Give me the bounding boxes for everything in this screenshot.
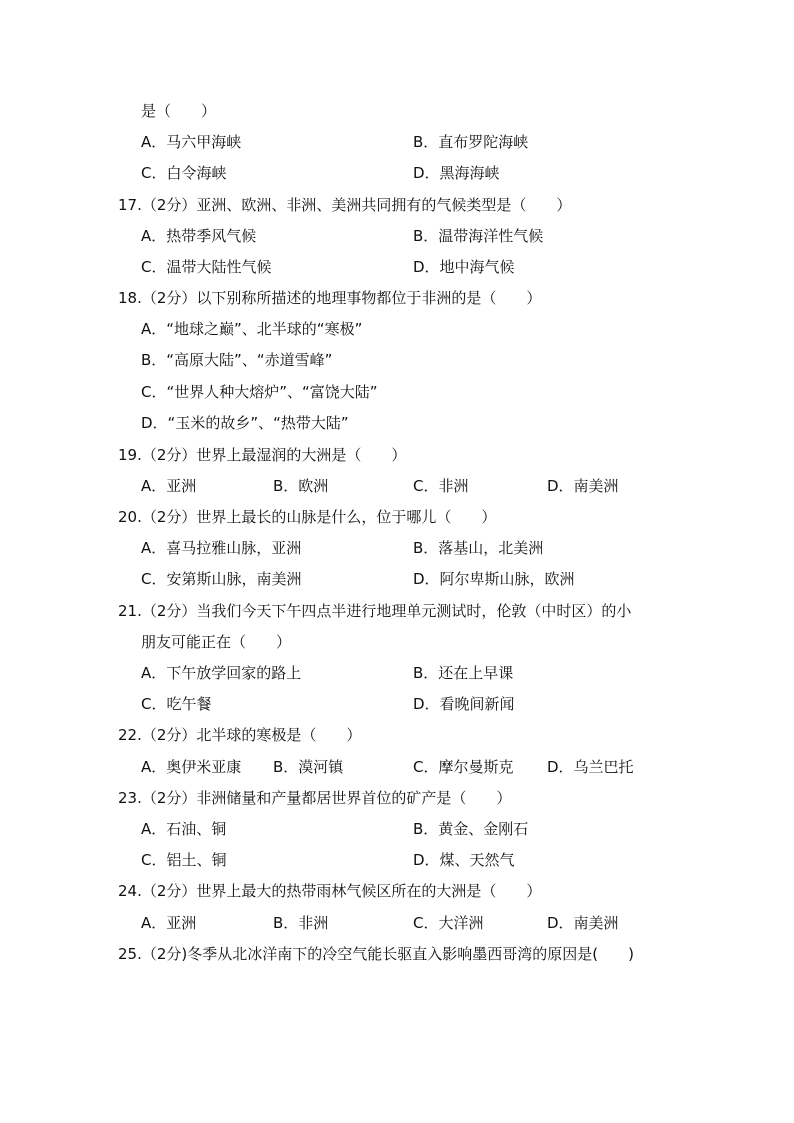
q20-option-a[interactable]: A．喜马拉雅山脉，亚洲 — [141, 539, 302, 557]
q17-option-a[interactable]: A．热带季风气候 — [141, 227, 257, 245]
q19-option-a[interactable]: A．亚洲 — [141, 477, 197, 495]
q18-option-d[interactable]: D．“玉米的故乡”、“热带大陆” — [141, 414, 349, 432]
q16-option-c[interactable]: C．白令海峡 — [141, 164, 227, 182]
q18-option-b[interactable]: B．“高原大陆”、“赤道雪峰” — [141, 351, 333, 369]
q20-option-c[interactable]: C．安第斯山脉，南美洲 — [141, 570, 302, 588]
q17-option-c[interactable]: C．温带大陆性气候 — [141, 258, 272, 276]
q23-option-a[interactable]: A．石油、铜 — [141, 820, 227, 838]
q24-stem: 24.（2分）世界上最大的热带雨林气候区所在的大洲是（ ） — [118, 882, 542, 900]
q20-option-b[interactable]: B．落基山，北美洲 — [413, 539, 544, 557]
q17-option-d[interactable]: D．地中海气候 — [413, 258, 515, 276]
q24-option-d[interactable]: D．南美洲 — [547, 914, 619, 932]
q21-option-b[interactable]: B．还在上早课 — [413, 664, 514, 682]
q20-option-d[interactable]: D．阿尔卑斯山脉，欧洲 — [413, 570, 575, 588]
q18-stem: 18.（2分）以下别称所描述的地理事物都位于非洲的是（ ） — [118, 289, 542, 307]
q18-option-c[interactable]: C．“世界人种大熔炉”、“富饶大陆” — [141, 383, 378, 401]
q24-option-b[interactable]: B．非洲 — [273, 914, 329, 932]
q19-option-b[interactable]: B．欧洲 — [273, 477, 329, 495]
q23-option-d[interactable]: D．煤、天然气 — [413, 851, 515, 869]
q22-option-d[interactable]: D．乌兰巴托 — [547, 758, 634, 776]
q18-option-a[interactable]: A．“地球之巅”、北半球的“寒极” — [141, 320, 363, 338]
q21-stem-line1: 21.（2分）当我们今天下午四点半进行地理单元测试时，伦敦（中时区）的小 — [118, 602, 632, 620]
q19-option-d[interactable]: D．南美洲 — [547, 477, 619, 495]
q19-option-c[interactable]: C．非洲 — [413, 477, 469, 495]
q23-stem: 23.（2分）非洲储量和产量都居世界首位的矿产是（ ） — [118, 789, 512, 807]
q21-stem-line2: 朋友可能正在（ ） — [141, 633, 292, 651]
q16-option-b[interactable]: B．直布罗陀海峡 — [413, 133, 529, 151]
q21-option-a[interactable]: A．下午放学回家的路上 — [141, 664, 302, 682]
q22-option-b[interactable]: B．漠河镇 — [273, 758, 344, 776]
q16-option-d[interactable]: D．黑海海峡 — [413, 164, 500, 182]
q22-option-a[interactable]: A．奥伊米亚康 — [141, 758, 242, 776]
q21-option-c[interactable]: C．吃午餐 — [141, 695, 212, 713]
q20-stem: 20.（2分）世界上最长的山脉是什么，位于哪儿（ ） — [118, 508, 497, 526]
q16-stem: 是（ ） — [141, 102, 217, 120]
q23-option-c[interactable]: C．铝土、铜 — [141, 851, 227, 869]
q24-option-c[interactable]: C．大洋洲 — [413, 914, 484, 932]
q22-option-c[interactable]: C．摩尔曼斯克 — [413, 758, 514, 776]
q23-option-b[interactable]: B．黄金、金刚石 — [413, 820, 529, 838]
q17-stem: 17.（2分）亚洲、欧洲、非洲、美洲共同拥有的气候类型是（ ） — [118, 196, 572, 214]
q25-stem: 25.（2分)冬季从北冰洋南下的冷空气能长驱直入影响墨西哥湾的原因是( ) — [118, 945, 634, 963]
q17-option-b[interactable]: B．温带海洋性气候 — [413, 227, 544, 245]
q22-stem: 22.（2分）北半球的寒极是（ ） — [118, 726, 362, 744]
q19-stem: 19.（2分）世界上最湿润的大洲是（ ） — [118, 446, 407, 464]
q24-option-a[interactable]: A．亚洲 — [141, 914, 197, 932]
q21-option-d[interactable]: D．看晚间新闻 — [413, 695, 515, 713]
q16-option-a[interactable]: A．马六甲海峡 — [141, 133, 242, 151]
